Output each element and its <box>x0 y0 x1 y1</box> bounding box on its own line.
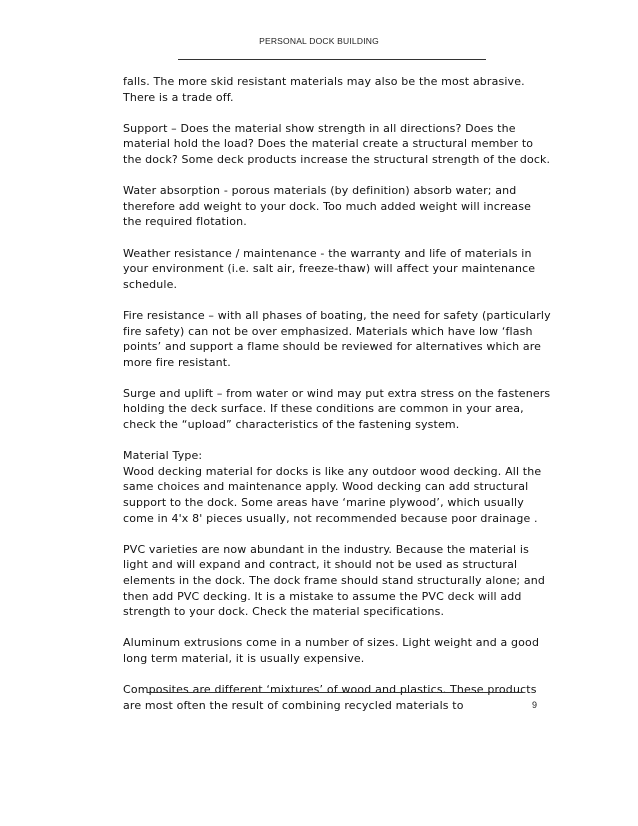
paragraph-surge-uplift: Surge and uplift – from water or wind may put extra stress on the fasteners holding the deck surface. If these conditions are common in your area, check the “upload” characteristics of the fastening system. <box>123 386 551 432</box>
header-divider <box>178 59 486 60</box>
material-type-heading: Material Type: <box>123 449 203 463</box>
paragraph-aluminum: Aluminum extrusions come in a number of sizes. Light weight and a good long term material, it is usually expensive. <box>123 636 540 665</box>
page-number: 9 <box>532 700 538 710</box>
paragraph-water-absorption: Water absorption - porous materials (by definition) absorb water; and therefore add weight to your dock. Too much added weight will increase the required flotation. <box>123 184 531 229</box>
paragraph-wood: Wood decking material for docks is like any outdoor wood decking. All the same choices and maintenance apply. Wood decking can add structural support to the dock. Some areas have ‘marine plywood’, which usually come in 4'x 8' pieces usually, not recommended because poor drainage . <box>123 464 542 525</box>
paragraph-support: Support – Does the material show strength in all directions? Does the material hold the load? Does the material create a structural member to the dock? Some deck products increase the structural strength of the dock. <box>123 121 551 166</box>
paragraph-composites: Composites are different ‘mixtures’ of wood and plastics. These products are most often the result of combining recycled materials to <box>123 683 537 712</box>
paragraph-weather-resistance: Weather resistance / maintenance - the warranty and life of materials in your environment (i.e. salt air, freeze-thaw) will affect your maintenance schedule. <box>123 246 536 291</box>
paragraph-fire-resistance: Fire resistance – with all phases of boating, the need for safety (particularly fire safety) can not be over emphasized. Materials which have low ‘flash points’ and support a flame should be reviewed for alternatives which are more fire resistant. <box>123 308 551 369</box>
material-type-section <box>123 448 553 526</box>
paragraph-abrasive: falls. The more skid resistant materials may also be the most abrasive. There is a trade off. <box>123 75 525 104</box>
footer-divider <box>147 692 523 693</box>
paragraph-pvc: PVC varieties are now abundant in the industry. Because the material is light and will expand and contract, it should not be used as structural elements in the dock. The dock frame should stand structurally alone; and then add PVC decking. It is a mistake to assume the PVC deck will add strength to your dock. Check the material specifications. <box>123 542 546 619</box>
header-title: PERSONAL DOCK BUILDING <box>259 36 379 46</box>
page-body <box>123 74 553 729</box>
